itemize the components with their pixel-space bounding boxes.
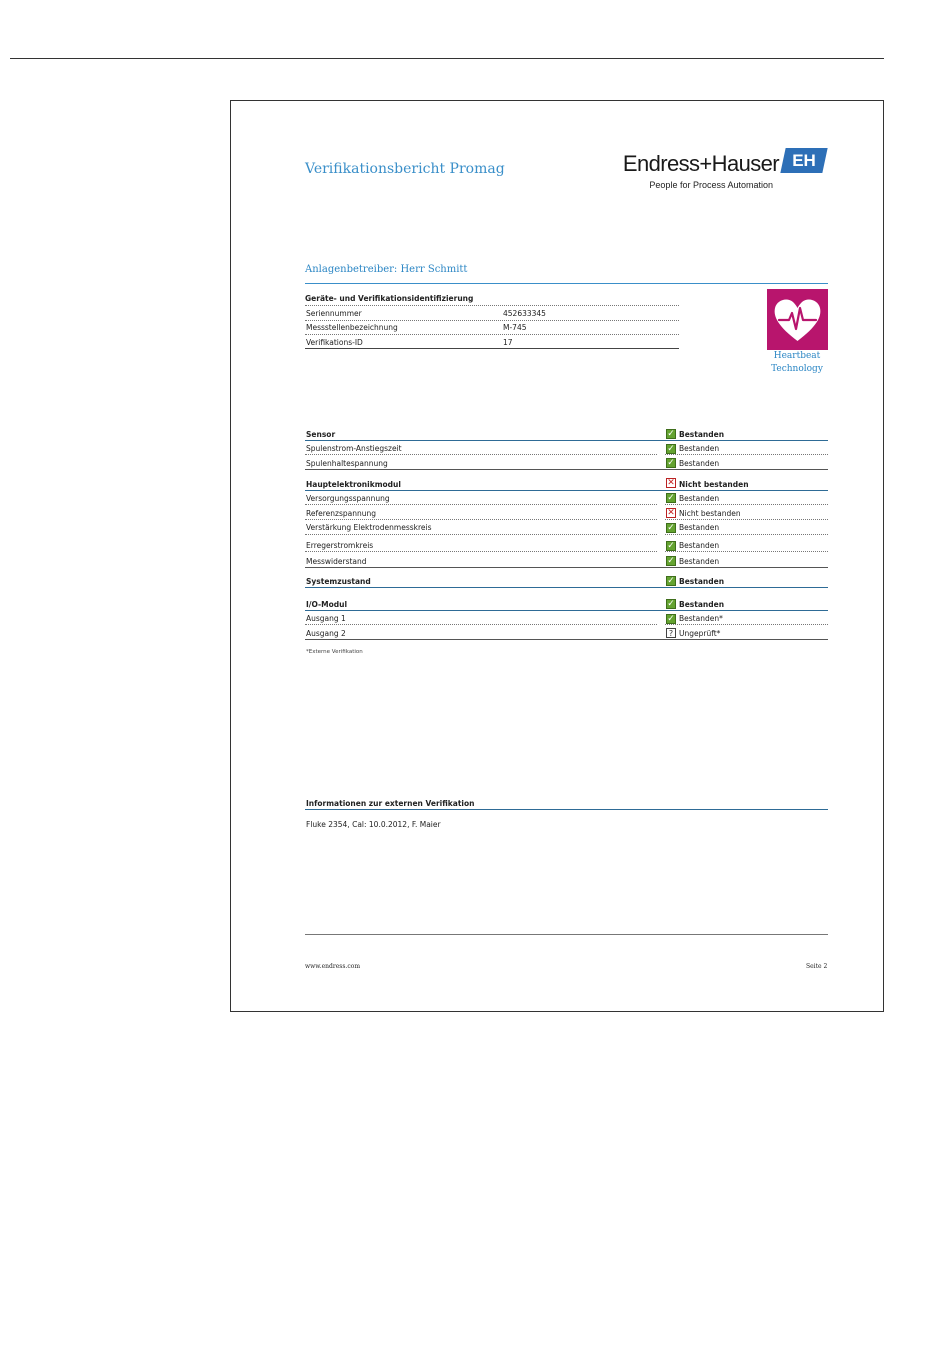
check-icon: ✓ — [667, 541, 675, 551]
ident-divider — [305, 320, 679, 321]
section-system-state: Systemzustand — [306, 577, 371, 586]
row-label: Spulenhaltespannung — [306, 459, 388, 468]
section-rule — [305, 587, 828, 588]
row-label: Verstärkung Elektrodenmesskreis — [306, 523, 432, 532]
row-rule — [305, 519, 657, 520]
row-rule — [305, 454, 657, 455]
footer-website: www.endress.com — [305, 963, 361, 970]
ident-label-verification-id: Verifikations-ID — [306, 338, 363, 347]
ident-label-serial: Seriennummer — [306, 309, 362, 318]
row-rule — [305, 534, 657, 535]
heartbeat-label-line1: Heartbeat — [773, 351, 821, 361]
section-rule — [305, 490, 828, 491]
external-verification-text: Fluke 2354, Cal: 10.0.2012, F. Maier — [306, 820, 441, 829]
row-label: Spulenstrom-Anstiegszeit — [306, 444, 402, 453]
check-icon: ✓ — [667, 576, 675, 586]
section-sensor: Sensor — [306, 430, 336, 439]
operator-rule — [305, 283, 828, 284]
ident-value-tag: M-745 — [503, 323, 527, 332]
row-label: Messwiderstand — [306, 557, 367, 566]
status-main-electronics: Nicht bestanden — [679, 480, 749, 489]
brand-logo-icon: EH — [780, 148, 827, 173]
row-rule — [305, 567, 828, 568]
row-status: Ungeprüft* — [679, 629, 721, 638]
section-rule — [305, 440, 828, 441]
ident-divider — [305, 305, 679, 306]
row-rule — [305, 469, 828, 470]
check-icon: ✓ — [667, 556, 675, 566]
identification-title: Geräte- und Verifikationsidentifizierung — [305, 294, 474, 303]
header-rule — [10, 58, 884, 59]
row-status: Bestanden* — [679, 614, 723, 623]
heartbeat-logo-icon — [767, 289, 828, 350]
row-status: Bestanden — [679, 494, 720, 503]
footer-page-number: Seite 2 — [806, 963, 828, 970]
row-rule — [665, 504, 828, 505]
check-icon: ✓ — [667, 444, 675, 454]
operator-heading: Anlagenbetreiber: Herr Schmitt — [305, 264, 468, 275]
row-status: Nicht bestanden — [679, 509, 741, 518]
row-rule — [305, 624, 657, 625]
section-rule — [305, 610, 828, 611]
status-system-state: Bestanden — [679, 577, 725, 586]
check-icon: ✓ — [667, 458, 675, 468]
heartbeat-label — [751, 350, 843, 376]
row-rule — [305, 639, 828, 640]
row-label: Erregerstromkreis — [306, 541, 374, 550]
report-page — [230, 100, 884, 1012]
row-status: Bestanden — [679, 459, 720, 468]
status-io-module: Bestanden — [679, 600, 725, 609]
ident-label-tag: Messstellenbezeichnung — [306, 323, 398, 332]
check-icon: ✓ — [667, 493, 675, 503]
row-label: Ausgang 1 — [306, 614, 346, 623]
section-main-electronics: Hauptelektronikmodul — [306, 480, 401, 489]
row-label: Referenzspannung — [306, 509, 377, 518]
status-sensor: Bestanden — [679, 430, 725, 439]
row-status: Bestanden — [679, 444, 720, 453]
external-verification-title: Informationen zur externen Verifikation — [306, 799, 475, 808]
row-status: Bestanden — [679, 523, 720, 532]
row-label: Versorgungsspannung — [306, 494, 390, 503]
row-rule — [665, 624, 828, 625]
row-rule — [665, 551, 828, 552]
ident-value-serial: 452633345 — [503, 309, 546, 318]
cross-icon: ✕ — [667, 508, 675, 518]
report-title: Verifikationsbericht Promag — [305, 161, 505, 177]
brand-tagline: People for Process Automation — [649, 180, 773, 190]
unknown-icon: ? — [666, 628, 676, 638]
cross-icon: ✕ — [667, 478, 675, 488]
heartbeat-label-line2: Technology — [771, 364, 823, 374]
footer-rule — [305, 934, 828, 935]
brand-name: Endress+Hauser — [622, 151, 779, 176]
row-rule — [665, 519, 828, 520]
check-icon: ✓ — [667, 614, 675, 624]
row-rule — [665, 454, 828, 455]
ident-divider — [305, 348, 679, 349]
row-status: Bestanden — [679, 541, 720, 550]
section-io-module: I/O-Modul — [306, 600, 348, 609]
ident-divider — [305, 334, 679, 335]
row-rule — [665, 534, 828, 535]
row-rule — [305, 504, 657, 505]
ident-value-verification-id: 17 — [503, 338, 513, 347]
footnote: *Externe Verifikation — [306, 649, 363, 655]
row-rule — [305, 551, 657, 552]
external-verification-rule — [305, 809, 828, 810]
check-icon: ✓ — [667, 599, 675, 609]
check-icon: ✓ — [667, 429, 675, 439]
row-label: Ausgang 2 — [306, 629, 346, 638]
check-icon: ✓ — [667, 523, 675, 533]
row-status: Bestanden — [679, 557, 720, 566]
